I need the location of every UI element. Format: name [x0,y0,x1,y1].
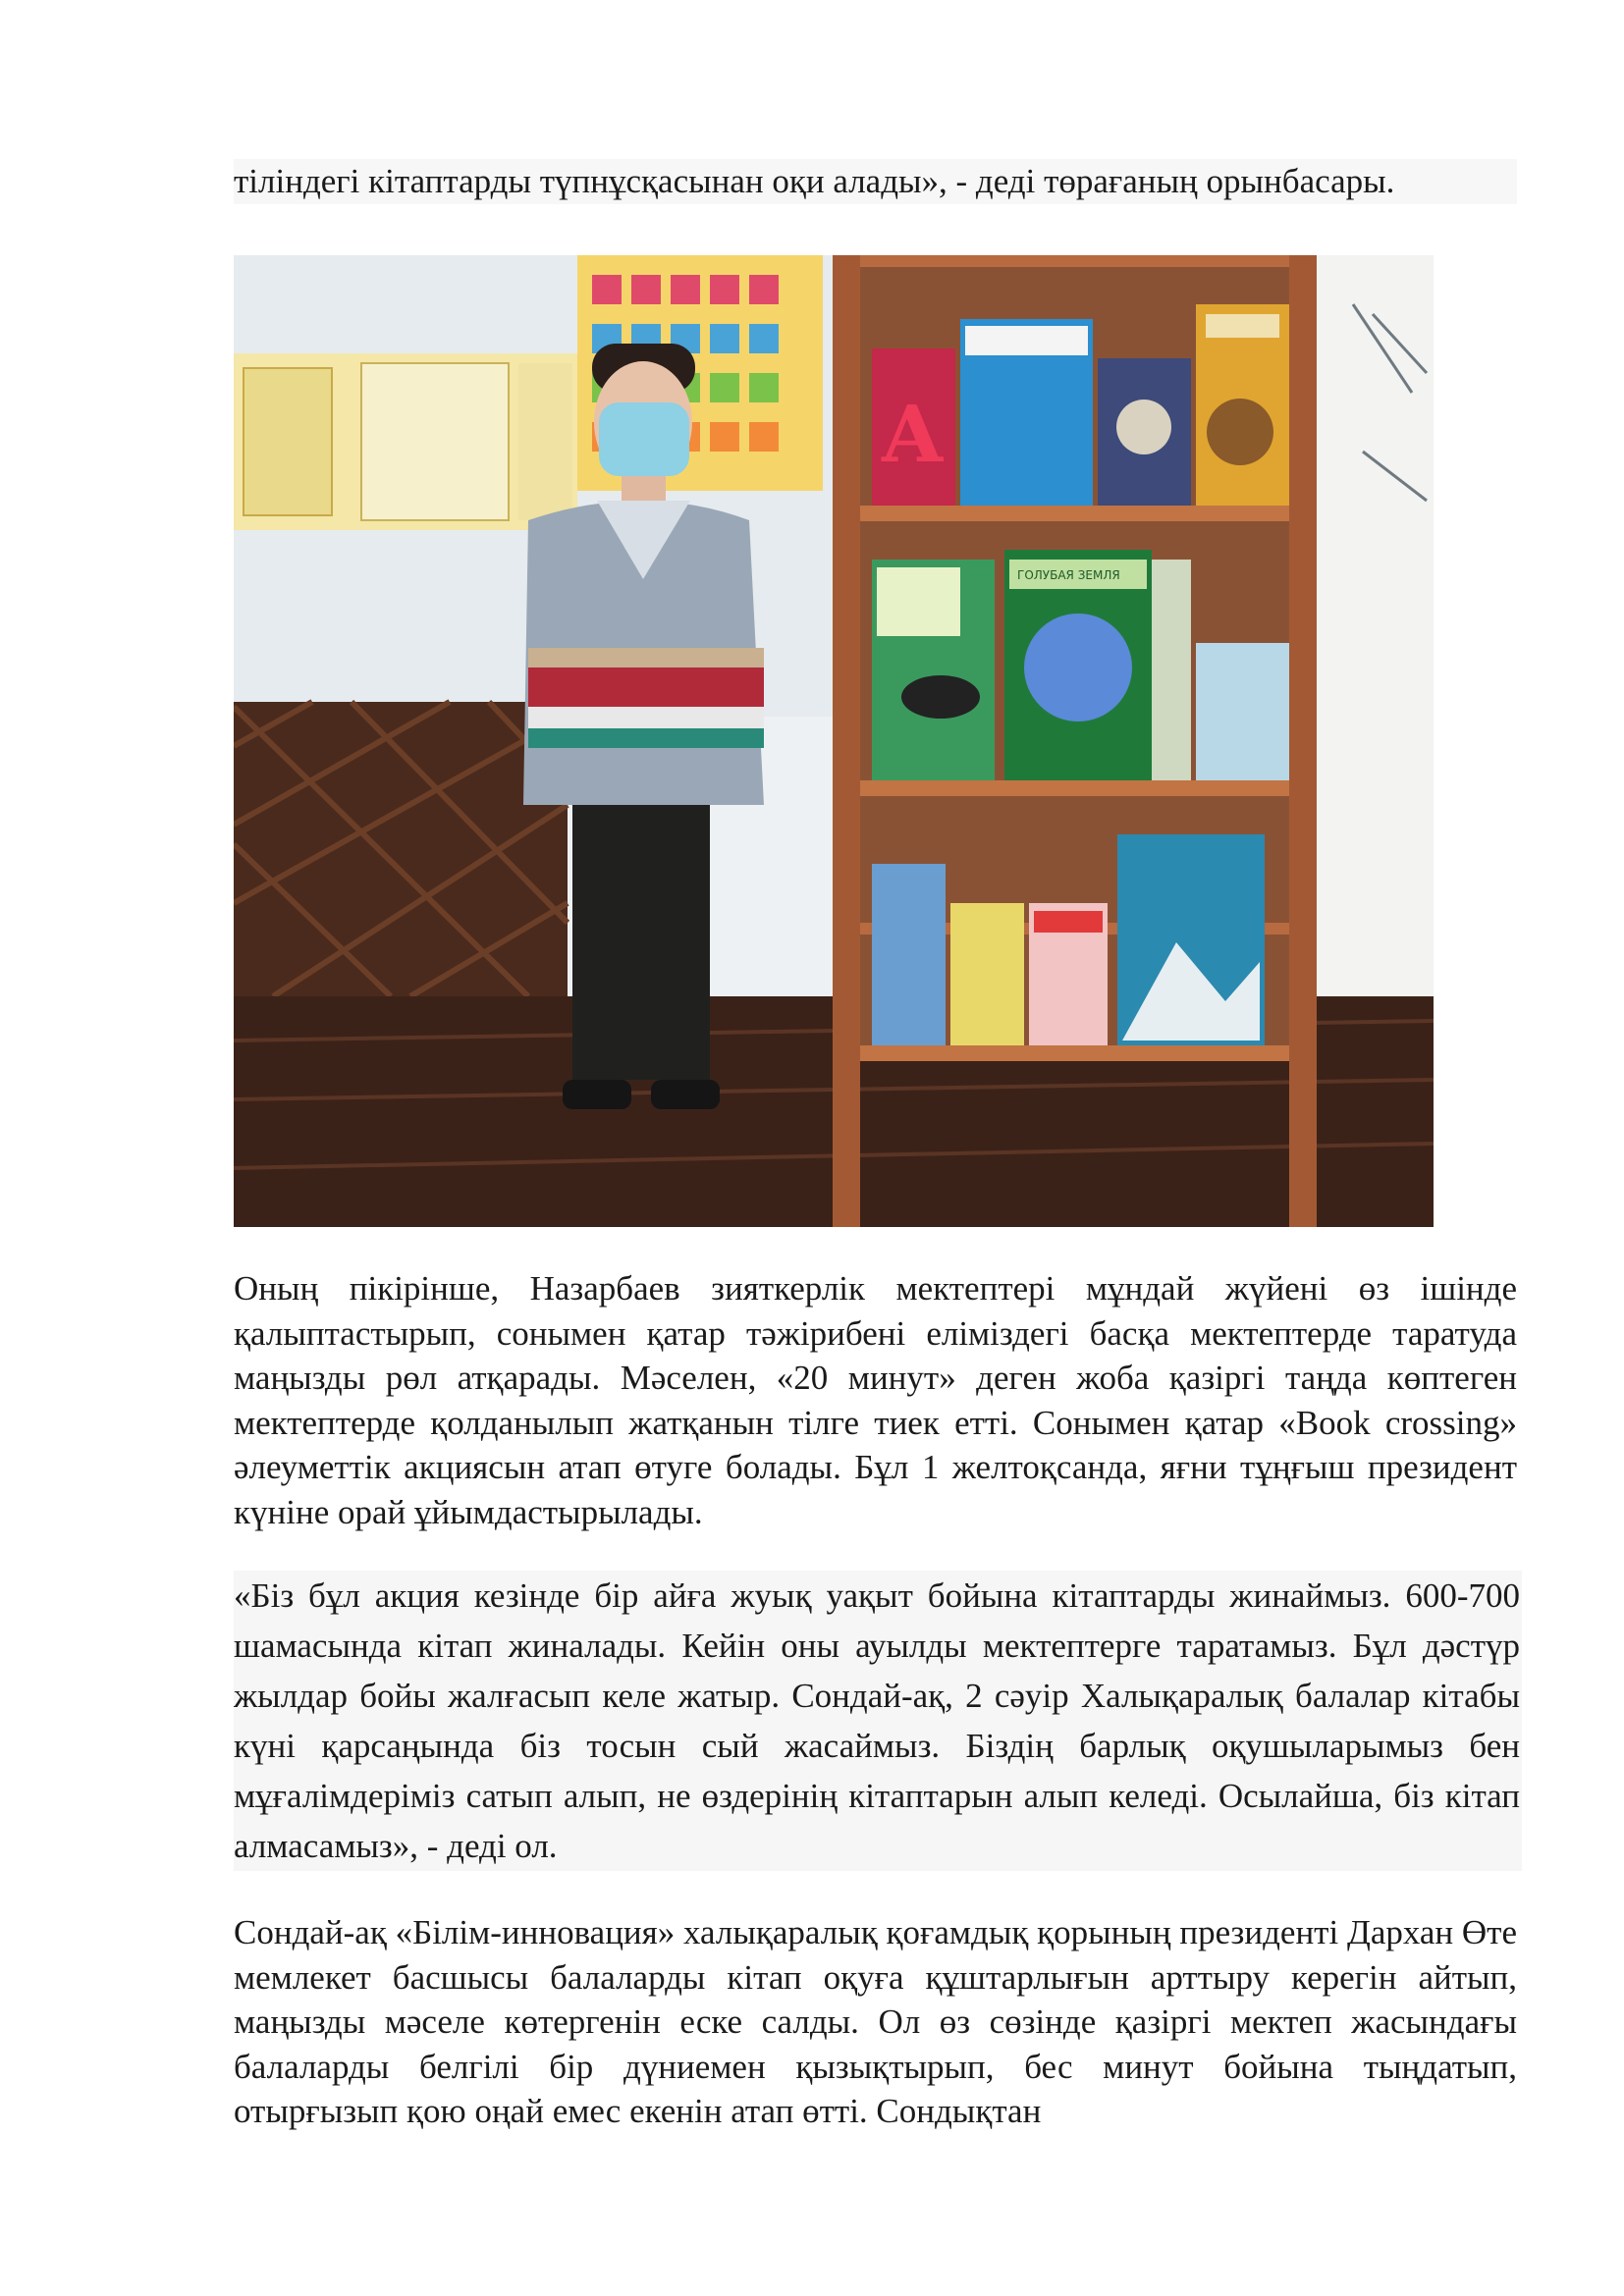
paragraph-quote: «Біз бұл акция кезінде бір айға жуық уақыт бойына кітаптарды жинаймыз. 600-700 шамасында кітап жиналады. Кейін оны ауылды мектептерге таратамыз. Бұл дәстүр жылдар бойы жалғасып келе жатыр. Сондай-ақ, 2 сәуір Халықаралық балалар кітабы күні қарсаңында біз тосын сый жасаймыз. Біздің барлық оқушыларымыз бен мұғалімдеріміз сатып алып, не өздерінің кітаптарын алып келеді. Осылайша, біз кітап алмасамыз», - деді ол. [234,1571,1522,1871]
article-photo [234,255,1434,1227]
paragraph-opinion: Оның пікірінше, Назарбаев зияткерлік мектептері мұндай жүйені өз ішінде қалыптастырып, сонымен қатар тәжірибені еліміздегі басқа мектептерде таратуда маңызды рөл атқарады. Мәселен, «20 минут» деген жоба қазіргі таңда көптеген мектептерде қолданылып жатқанын тілге тиек етті. Сонымен қатар «Book crossing» әлеуметтік акциясын атап өтуге болады. Бұл 1 желтоқсанда, яғни тұңғыш президент күніне орай ұйымдастырылады. [234,1269,1517,1531]
photo-book-label-earth: ГОЛУБАЯ ЗЕМЛЯ [1017,568,1120,582]
paragraph-intro-continuation: тіліндегі кітаптарды түпнұсқасынан оқи алады», - деді төрағаның орынбасары. [234,159,1517,204]
paragraph-president: Сондай-ақ «Білім-инновация» халықаралық қоғамдық қорының президенті Дархан Өте мемлекет басшысы балаларды кітап оқуға құштарлығын арттыру керегін айтып, маңызды мәселе көтергенін еске салды. Ол өз сөзінде қазіргі мектеп жасындағы балаларды белгілі бір дүниемен қызықтырып, бес минут бойына тыңдатып, отырғызып қою оңай емес екенін атап өтті. Сондықтан [234,1913,1518,2130]
photo-book-label-a: A [882,388,944,480]
